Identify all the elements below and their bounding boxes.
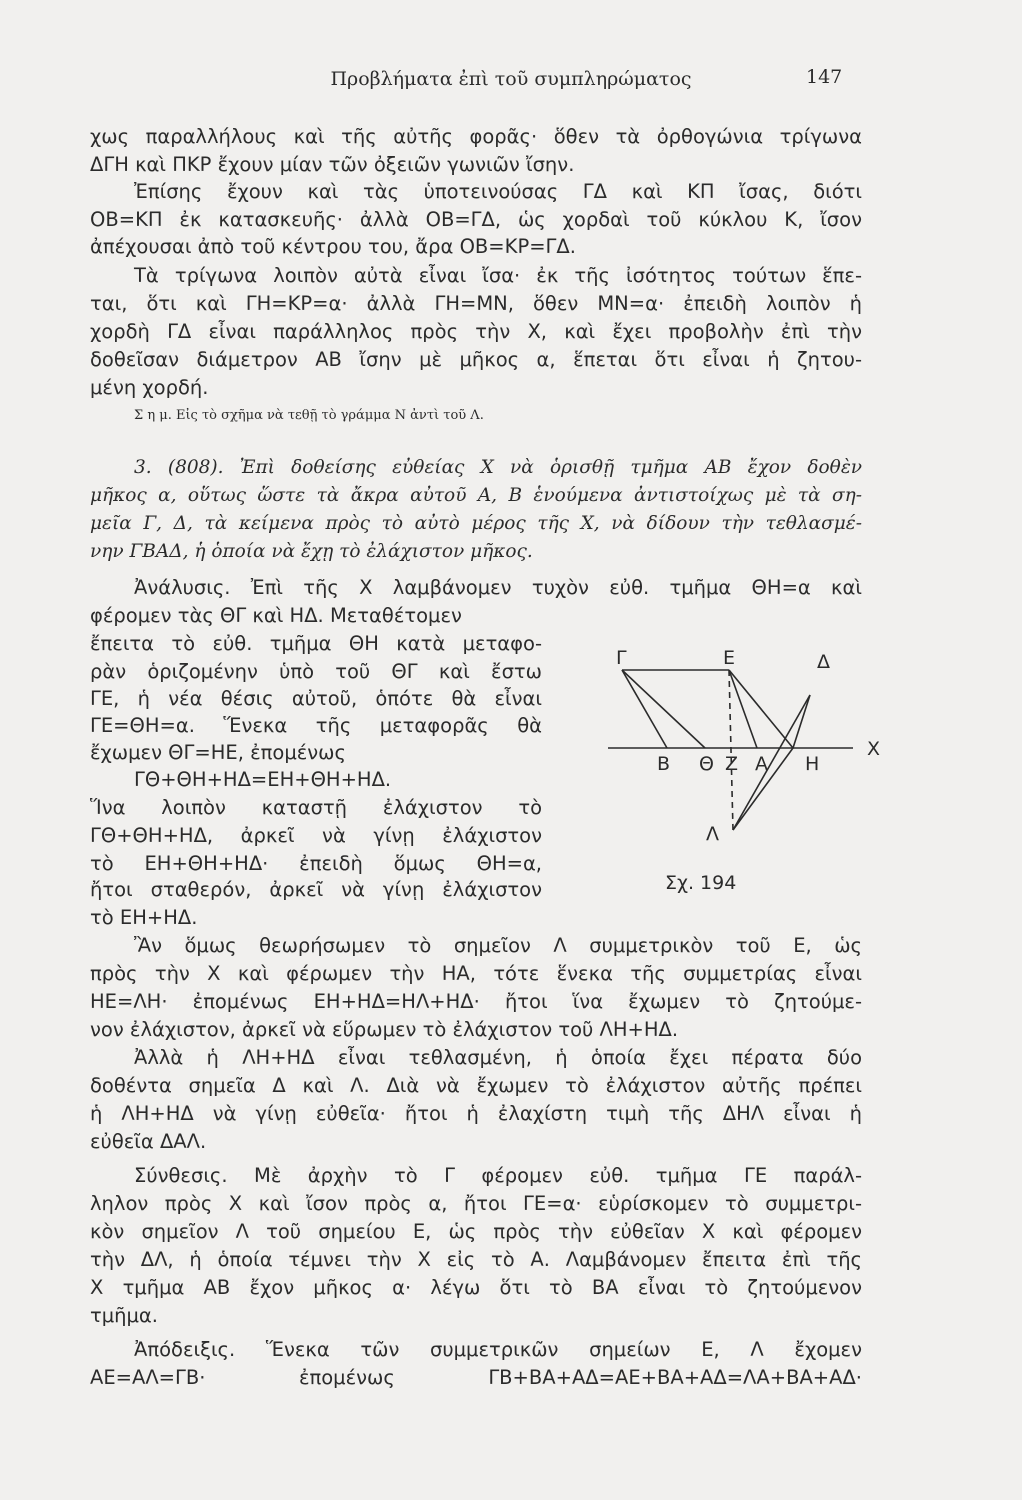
text-line: χως παραλλήλους καὶ τῆς αὐτῆς φορᾶς· ὅθεν τὰ ὀρθογώνια τρίγωνα: [90, 125, 862, 148]
text-line: ἡ ΛΗ+ΗΔ νὰ γίνῃ εὐθεῖα· ἤτοι ἡ ἐλαχίστη τιμὴ τῆς ΔΗΛ εἶναι ἡ: [90, 1102, 862, 1125]
text-line: ληλον πρὸς Χ καὶ ἴσον πρὸς α, ἤτοι ΓΕ=α· εὑρίσκομεν τὸ συμμετρι-: [90, 1192, 862, 1215]
text-line: χορδὴ ΓΔ εἶναι παράλληλος πρὸς τὴν Χ, καὶ ἔχει προβολὴν ἐπὶ τὴν: [90, 320, 862, 343]
problem-statement-line: 3. (808). Ἐπὶ δοθείσης εὐθείας Χ νὰ ὁρισθῇ τμῆμα ΑΒ ἔχον δοθὲν: [134, 457, 862, 478]
segment-gamma-beta: [622, 670, 667, 748]
segment-epsilon-alpha: [729, 670, 757, 748]
text-line: ρὰν ὁριζομένην ὑπὸ τοῦ ΘΓ καὶ ἔστω: [90, 660, 542, 683]
geometry-figure: [605, 640, 895, 890]
formula-line: ΓΘ+ΘΗ+ΗΔ=ΕΗ+ΘΗ+ΗΔ.: [134, 768, 392, 791]
text-line: τὸ ΕΗ+ΘΗ+ΗΔ· ἐπειδὴ ὅμως ΘΗ=α,: [90, 852, 542, 875]
text-line: πρὸς τὴν Χ καὶ φέρωμεν τὴν ΗΑ, τότε ἕνεκα τῆς συμμετρίας εἶναι: [90, 962, 862, 985]
running-header: Προβλήματα ἐπὶ τοῦ συμπληρώματος: [330, 68, 692, 90]
text-line: κὸν σημεῖον Λ τοῦ σημείου Ε, ὡς πρὸς τὴν εὐθεῖαν Χ καὶ φέρομεν: [90, 1220, 862, 1243]
text-line: φέρομεν τὰς ΘΓ καὶ ΗΔ. Μεταθέτομεν: [90, 604, 462, 627]
label-alpha: Α: [755, 753, 768, 775]
label-gamma: Γ: [616, 647, 627, 669]
text-line: ἤτοι σταθερόν, ἀρκεῖ νὰ γίνῃ ἐλάχιστον: [90, 878, 542, 901]
text-line: νον ἐλάχιστον, ἀρκεῖ νὰ εὕρωμεν τὸ ἐλάχιστον τοῦ ΛΗ+ΗΔ.: [90, 1018, 679, 1041]
text-line: Ἀνάλυσις. Ἐπὶ τῆς Χ λαμβάνομεν τυχὸν εὐθ. τμῆμα ΘΗ=α καὶ: [134, 576, 862, 599]
text-line: Ἐπίσης ἔχουν καὶ τὰς ὑποτεινούσας ΓΔ καὶ ΚΠ ἴσας, διότι: [134, 180, 862, 203]
label-lambda: Λ: [706, 823, 719, 845]
label-epsilon: Ε: [723, 647, 736, 669]
text-line: εὐθεῖα ΔΑΛ.: [90, 1130, 207, 1153]
label-delta: Δ: [817, 651, 830, 673]
segment-gamma-theta: [622, 670, 705, 748]
problem-statement-line: μῆκος α, οὕτως ὥστε τὰ ἄκρα αὐτοῦ Α, Β ἑνούμενα ἀντιστοίχως μὲ τὰ ση-: [90, 485, 862, 506]
text-line: ΑΕ=ΑΛ=ΓΒ· ἐπομένως ΓΒ+ΒΑ+ΑΔ=ΑΕ+ΒΑ+ΑΔ=ΛΑ+ΒΑ+ΑΔ·: [90, 1366, 862, 1389]
page-number: 147: [806, 66, 843, 88]
segment-epsilon-eta: [729, 670, 793, 748]
text-line: ΟΒ=ΚΠ ἐκ κατασκευῆς· ἀλλὰ ΟΒ=ΓΔ, ὡς χορδαὶ τοῦ κύκλου Κ, ἴσον: [90, 208, 862, 231]
text-line: ΗΕ=ΛΗ· ἐπομένως ΕΗ+ΗΔ=ΗΛ+ΗΔ· ἤτοι ἵνα ἔχωμεν τὸ ζητούμε-: [90, 990, 862, 1013]
label-x: X: [867, 738, 881, 760]
label-eta: Η: [805, 753, 820, 775]
text-line: δοθέντα σημεῖα Δ καὶ Λ. Διὰ νὰ ἔχωμεν τὸ ἐλάχιστον αὐτῆς πρέπει: [90, 1074, 862, 1097]
text-line: δοθεῖσαν διάμετρον ΑΒ ἴσην μὲ μῆκος α, ἕπεται ὅτι εἶναι ἡ ζητου-: [90, 348, 862, 371]
text-line: ΔΓΗ καὶ ΠΚΡ ἔχουν μίαν τῶν ὀξειῶν γωνιῶν ἴσην.: [90, 153, 575, 176]
text-line: ΓΕ=ΘΗ=α. Ἕνεκα τῆς μεταφορᾶς θὰ: [90, 714, 542, 737]
text-line: Ἀπόδειξις. Ἕνεκα τῶν συμμετρικῶν σημείων Ε, Λ ἔχομεν: [134, 1338, 862, 1361]
problem-statement-line: μεῖα Γ, Δ, τὰ κείμενα πρὸς τὸ αὐτὸ μέρος τῆς Χ, νὰ δίδουν τὴν τεθλασμέ-: [90, 513, 862, 534]
text-line: τὸ ΕΗ+ΗΔ.: [90, 906, 198, 929]
label-theta: Θ: [699, 753, 714, 775]
text-line: ΓΘ+ΘΗ+ΗΔ, ἀρκεῖ νὰ γίνῃ ἐλάχιστον: [90, 824, 542, 847]
text-line: ἀπέχουσαι ἀπὸ τοῦ κέντρου του, ἄρα ΟΒ=ΚΡ=ΓΔ.: [90, 235, 576, 258]
text-line: ΓΕ, ἡ νέα θέσις αὐτοῦ, ὁπότε θὰ εἶναι: [90, 687, 542, 710]
text-line: τὴν ΔΛ, ἡ ὁποία τέμνει τὴν Χ εἰς τὸ Α. Λαμβάνομεν ἔπειτα ἐπὶ τῆς: [90, 1248, 862, 1271]
problem-statement-line: νην ΓΒΑΔ, ἡ ὁποία νὰ ἔχῃ τὸ ἐλάχιστον μῆκος.: [90, 541, 533, 562]
text-line: Ἀλλὰ ἡ ΛΗ+ΗΔ εἶναι τεθλασμένη, ἡ ὁποία ἔχει πέρατα δύο: [134, 1046, 862, 1069]
text-line: μένη χορδή.: [90, 376, 209, 399]
text-line: ἔχωμεν ΘΓ=ΗΕ, ἐπομένως: [90, 741, 346, 764]
figure-note: Σ η μ. Εἰς τὸ σχῆμα νὰ τεθῇ τὸ γράμμα Ν ἀντὶ τοῦ Λ.: [134, 408, 484, 423]
text-line: ἔπειτα τὸ εὐθ. τμῆμα ΘΗ κατὰ μεταφο-: [90, 632, 542, 655]
text-line: Ἵνα λοιπὸν καταστῇ ἐλάχιστον τὸ: [90, 796, 542, 819]
label-zeta: Ζ: [725, 753, 739, 775]
text-line: ται, ὅτι καὶ ΓΗ=ΚΡ=α· ἀλλὰ ΓΗ=ΜΝ, ὅθεν ΜΝ=α· ἐπειδὴ λοιπὸν ἡ: [90, 292, 862, 315]
text-line: Τὰ τρίγωνα λοιπὸν αὐτὰ εἶναι ἴσα· ἐκ τῆς ἰσότητος τούτων ἕπε-: [134, 264, 862, 287]
text-line: Ἂν ὅμως θεωρήσωμεν τὸ σημεῖον Λ συμμετρικὸν τοῦ Ε, ὡς: [134, 934, 862, 957]
segment-epsilon-lambda-dashed: [729, 670, 733, 830]
figure-caption: Σχ. 194: [665, 872, 737, 894]
text-line: τμῆμα.: [90, 1304, 158, 1327]
text-line: Χ τμῆμα ΑΒ ἔχον μῆκος α· λέγω ὅτι τὸ ΒΑ εἶναι τὸ ζητούμενον: [90, 1276, 862, 1299]
label-beta: Β: [657, 753, 671, 775]
text-line: Σύνθεσις. Μὲ ἀρχὴν τὸ Γ φέρομεν εὐθ. τμῆμα ΓΕ παράλ-: [134, 1164, 862, 1187]
